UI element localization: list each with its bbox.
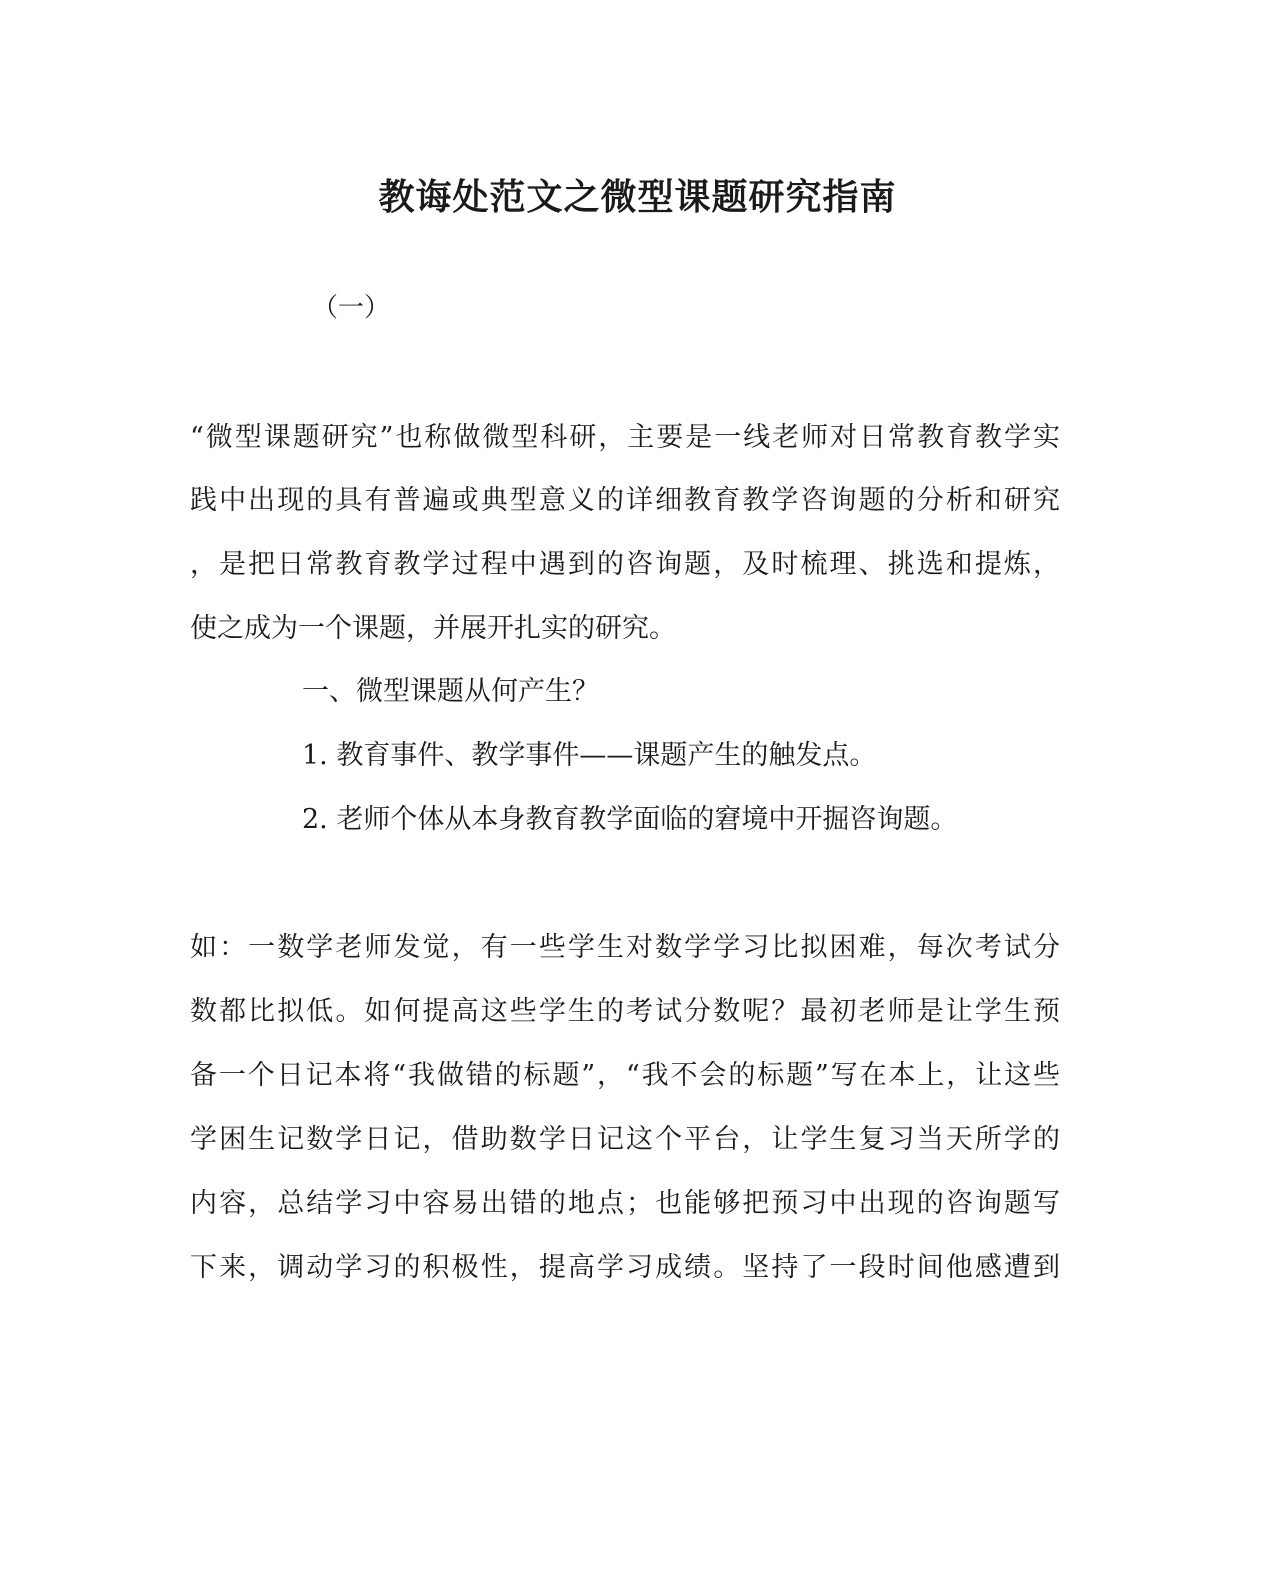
- section-marker: （一）: [312, 293, 391, 323]
- paragraph2-line: 学困生记数学日记，借助数学日记这个平台，让学生复习当天所学的: [190, 1124, 1060, 1155]
- document-title: 教诲处范文之微型课题研究指南: [378, 176, 897, 218]
- paragraph1-line: “微型课题研究”也称做微型科研，主要是一线老师对日常教育教学实: [190, 422, 1060, 453]
- paragraph2-line: 数都比拟低。如何提高这些学生的考试分数呢？最初老师是让学生预: [190, 996, 1060, 1027]
- paragraph2-line: 如：一数学老师发觉，有一些学生对数学学习比拟困难，每次考试分: [190, 932, 1060, 963]
- paragraph2-line: 备一个日记本将“我做错的标题”，“我不会的标题”写在本上，让这些: [190, 1060, 1060, 1091]
- paragraph1-line: ，是把日常教育教学过程中遇到的咨询题，及时梳理、挑选和提炼，: [190, 549, 1060, 580]
- paragraph1-line: 践中出现的具有普遍或典型意义的详细教育教学咨询题的分析和研究: [190, 485, 1060, 516]
- paragraph2-line: 下来，调动学习的积极性，提高学习成绩。坚持了一段时间他感遭到: [190, 1252, 1060, 1283]
- list-item: 2. 老师个体从本身教育教学面临的窘境中开掘咨询题。: [302, 804, 958, 835]
- list-item: 1. 教育事件、教学事件——课题产生的触发点。: [302, 740, 877, 771]
- section-heading: 一、微型课题从何产生？: [302, 676, 599, 707]
- paragraph1-line: 使之成为一个课题，并展开扎实的研究。: [190, 613, 676, 644]
- paragraph2-line: 内容，总结学习中容易出错的地点；也能够把预习中出现的咨询题写: [190, 1188, 1060, 1219]
